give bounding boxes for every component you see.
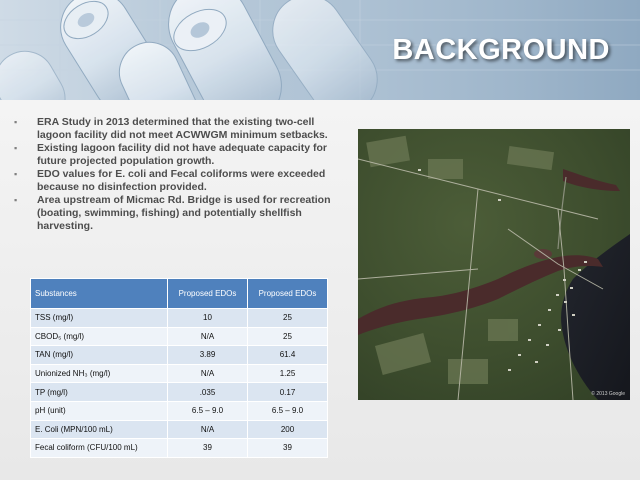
aerial-map-image: [358, 129, 630, 400]
header-proposed-edos-1: Proposed EDOs: [168, 279, 248, 309]
table-cell: E. Coli (MPN/100 mL): [31, 420, 168, 439]
header-proposed-edos-2: Proposed EDOs: [248, 279, 328, 309]
table-row: [31, 327, 328, 346]
bullet-list: [12, 116, 342, 233]
table-cell: 0.17: [248, 383, 328, 402]
bullet-marker-icon: ▪: [14, 143, 18, 153]
bullet-marker-icon: ▪: [14, 195, 18, 205]
table-cell: 6.5 – 9.0: [168, 401, 248, 420]
table-cell: 1.25: [248, 364, 328, 383]
table-cell: CBOD₅ (mg/l): [31, 327, 168, 346]
bullet-text: Existing lagoon facility did not have adequate capacity for future projected population growth.: [37, 142, 327, 167]
bullet-marker-icon: ▪: [14, 117, 18, 127]
table-cell: 61.4: [248, 346, 328, 365]
table-cell: TP (mg/l): [31, 383, 168, 402]
table-cell: N/A: [168, 327, 248, 346]
header-substances: Substances: [31, 279, 168, 309]
bullet-item: [12, 142, 342, 168]
bullet-marker-icon: ▪: [14, 169, 18, 179]
table-cell: Fecal coliform (CFU/100 mL): [31, 439, 168, 458]
bullet-text: ERA Study in 2013 determined that the existing two-cell lagoon facility did not meet ACWWGM minimum setbacks.: [37, 116, 328, 141]
bullet-text: Area upstream of Micmac Rd. Bridge is used for recreation (boating, swimming, fishing) and potentially shellfish harvesting.: [37, 194, 331, 232]
table-cell: 25: [248, 327, 328, 346]
table-cell: 10: [168, 309, 248, 328]
table-row: [31, 401, 328, 420]
table-cell: pH (unit): [31, 401, 168, 420]
table-row: [31, 364, 328, 383]
table-cell: TSS (mg/l): [31, 309, 168, 328]
table-row: [31, 439, 328, 458]
substances-table: [30, 278, 328, 458]
table-row: [31, 420, 328, 439]
map-credit: © 2013 Google: [591, 391, 625, 397]
table-cell: 39: [248, 439, 328, 458]
slide-header: [0, 0, 640, 100]
table-cell: 6.5 – 9.0: [248, 401, 328, 420]
table-cell: 25: [248, 309, 328, 328]
bullet-item: [12, 194, 342, 233]
bullet-text: EDO values for E. coli and Fecal coliforms were exceeded because no disinfection provided.: [37, 168, 326, 193]
table-header-row: [31, 279, 328, 309]
table-cell: TAN (mg/l): [31, 346, 168, 365]
table-row: [31, 346, 328, 365]
bullet-item: [12, 168, 342, 194]
table-cell: Unionized NH₃ (mg/l): [31, 364, 168, 383]
table-cell: 200: [248, 420, 328, 439]
table-cell: 3.89: [168, 346, 248, 365]
table-row: [31, 309, 328, 328]
table-cell: N/A: [168, 364, 248, 383]
table-cell: 39: [168, 439, 248, 458]
slide-title: BACKGROUND: [392, 34, 610, 66]
bullet-item: [12, 116, 342, 142]
table-cell: .035: [168, 383, 248, 402]
table-cell: N/A: [168, 420, 248, 439]
table-row: [31, 383, 328, 402]
